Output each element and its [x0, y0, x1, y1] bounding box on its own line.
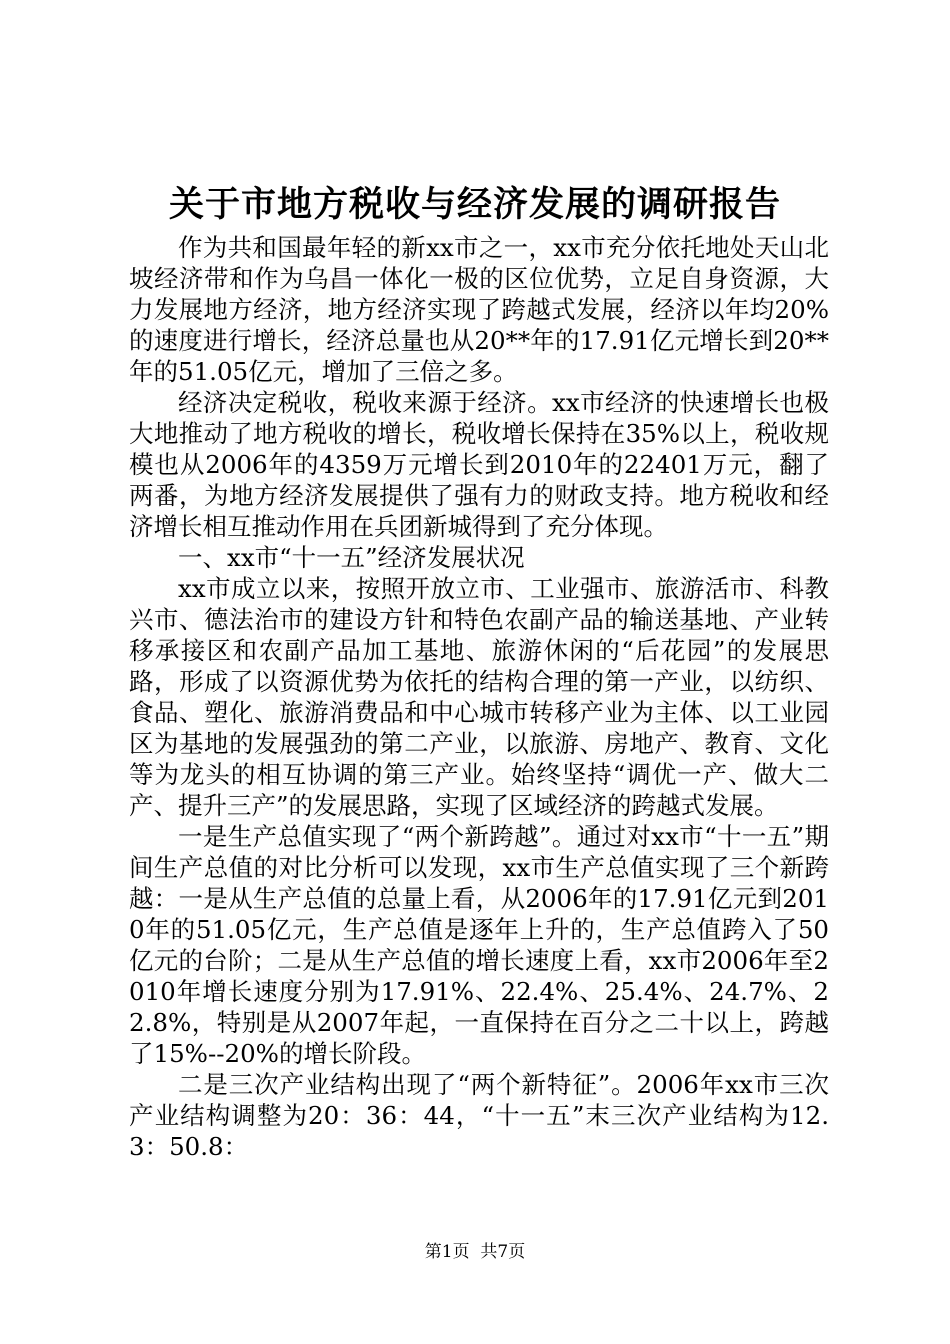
page-footer	[0, 1241, 950, 1263]
paragraph-development-approach: xx市成立以来，按照开放立市、工业强市、旅游活市、科教兴市、德法治市的建设方针和特色农副产品的输送基地、产业转移承接区和农副产品加工基地、旅游休闲的“后花园”的发展思路，形成了以资源优势为依托的结构合理的第一产业，以纺织、食品、塑化、旅游消费品和中心城市转移产业为主体、以工业园区为基地的发展强劲的第二产业，以旅游、房地产、教育、文化等为龙头的相互协调的第三产业。始终坚持“调优一产、做大二产、提升三产”的发展思路，实现了区域经济的跨越式发展。	[129, 574, 829, 820]
paragraph-industry-structure: 二是三次产业结构出现了“两个新特征”。2006年xx市三次产业结构调整为20：36：44，“十一五”末三次产业结构为12.3：50.8：	[129, 1070, 829, 1161]
paragraph-intro: 作为共和国最年轻的新xx市之一，xx市充分依托地处天山北坡经济带和作为乌昌一体化一极的区位优势，立足自身资源，大力发展地方经济，地方经济实现了跨越式发展，经济以年均20%的速度进行增长，经济总量也从20**年的17.91亿元增长到20**年的51.05亿元，增加了三倍之多。	[129, 233, 829, 386]
document-body	[129, 232, 829, 1162]
document-title: 关于市地方税收与经济发展的调研报告	[168, 185, 781, 225]
section-heading-economic-status: 一、xx市“十一五”经济发展状况	[178, 543, 525, 572]
page-number-label: 第1页 共7页	[424, 1242, 526, 1262]
paragraph-gdp-leaps: 一是生产总值实现了“两个新跨越”。通过对xx市“十一五”期间生产总值的对比分析可以发现，xx市生产总值实现了三个新跨越：一是从生产总值的总量上看，从2006年的17.91亿元到2010年的51.05亿元，生产总值是逐年上升的，生产总值跨入了50亿元的台阶；二是从生产总值的增长速度上看，xx市2006年至2010年增长速度分别为17.91%、22.4%、25.4%、24.7%、22.8%，特别是从2007年起，一直保持在百分之二十以上，跨越了15%--20%的增长阶段。	[129, 822, 829, 1068]
paragraph-tax-growth: 经济决定税收，税收来源于经济。xx市经济的快速增长也极大地推动了地方税收的增长，税收增长保持在35%以上，税收规模也从2006年的4359万元增长到2010年的22401万元，翻了两番，为地方经济发展提供了强有力的财政支持。地方税收和经济增长相互推动作用在兵团新城得到了充分体现。	[129, 388, 829, 541]
